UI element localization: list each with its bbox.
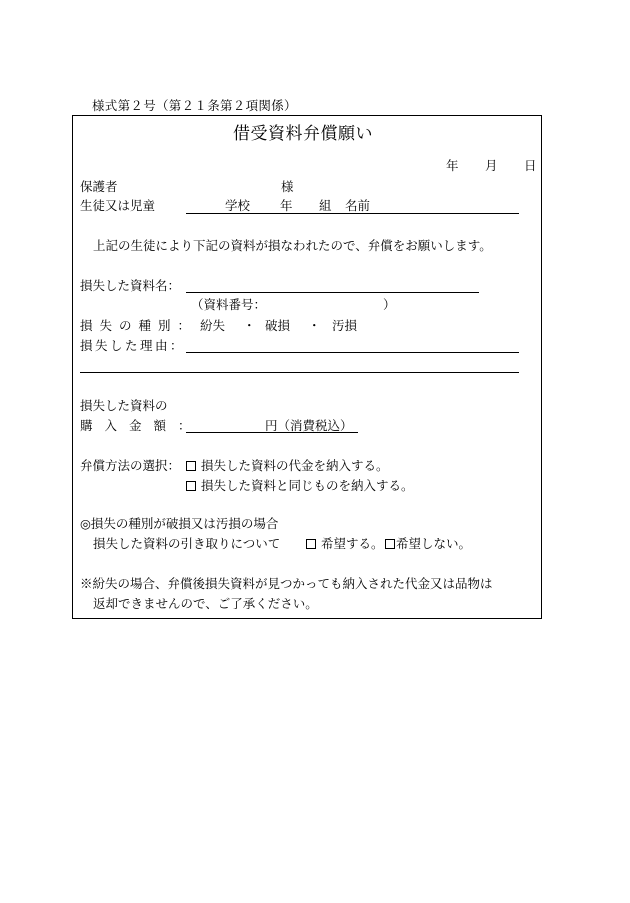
collection-option-no[interactable]: 希望しない。 (385, 538, 471, 551)
student-school: 学校 (225, 198, 251, 213)
note-line-2: 返却できませんので、ご了承ください。 (93, 596, 318, 611)
checkbox-icon[interactable] (385, 539, 395, 549)
damage-option-stain: 汚損 (332, 318, 358, 333)
guardian-honorific: 様 (281, 179, 294, 194)
collection-option-yes[interactable]: 希望する。 (306, 538, 384, 551)
student-underline (186, 213, 519, 214)
damage-option-loss: 紛失 (200, 318, 226, 333)
form-id: 様式第２号（第２１条第２項関係） (92, 98, 297, 113)
reason-label: 損失した理由： (80, 338, 186, 353)
payment-option-money[interactable]: 損失した資料の代金を納入する。 (186, 460, 389, 473)
damage-separator: ・ (243, 318, 256, 333)
reason-line-2 (80, 372, 519, 373)
item-number-close: ） (383, 297, 396, 312)
purchase-label-1: 損失した資料の (80, 398, 168, 413)
student-grade: 年 (280, 198, 293, 213)
checkbox-icon[interactable] (186, 481, 196, 491)
purchase-unit: 円（消費税込） (265, 418, 353, 433)
date-day: 日 (524, 158, 537, 173)
collection-question: 損失した資料の引き取りについて (93, 536, 281, 551)
student-label: 生徒又は児童 (80, 198, 156, 213)
payment-option-replace[interactable]: 損失した資料と同じものを納入する。 (186, 480, 414, 493)
collection-heading: ◎損失の種別が破損又は汚損の場合 (80, 516, 279, 531)
checkbox-icon[interactable] (306, 539, 316, 549)
purchase-label-2: 購入金額： (80, 418, 203, 433)
student-class: 組 (319, 198, 332, 213)
reason-line-1 (186, 352, 519, 353)
item-number-label: （資料番号： (191, 297, 267, 312)
statement: 上記の生徒により下記の資料が損なわれたので、弁償をお願いします。 (93, 238, 492, 253)
damage-type-label: 損失の種別： (80, 318, 198, 333)
date-month: 月 (485, 158, 498, 173)
note-line-1: ※紛失の場合、弁償後損失資料が見つかっても納入された代金又は品物は (80, 576, 493, 591)
payment-label: 弁償方法の選択： (80, 458, 181, 473)
date-year: 年 (446, 158, 459, 173)
damage-option-break: 破損 (265, 318, 291, 333)
guardian-label: 保護者 (80, 179, 118, 194)
lost-item-label: 損失した資料名： (80, 278, 181, 293)
form-title: 借受資料弁償願い (233, 124, 373, 144)
lost-item-line (186, 292, 479, 293)
damage-separator: ・ (308, 318, 321, 333)
student-name: 名前 (345, 198, 371, 213)
form-frame (72, 115, 542, 619)
checkbox-icon[interactable] (186, 461, 196, 471)
